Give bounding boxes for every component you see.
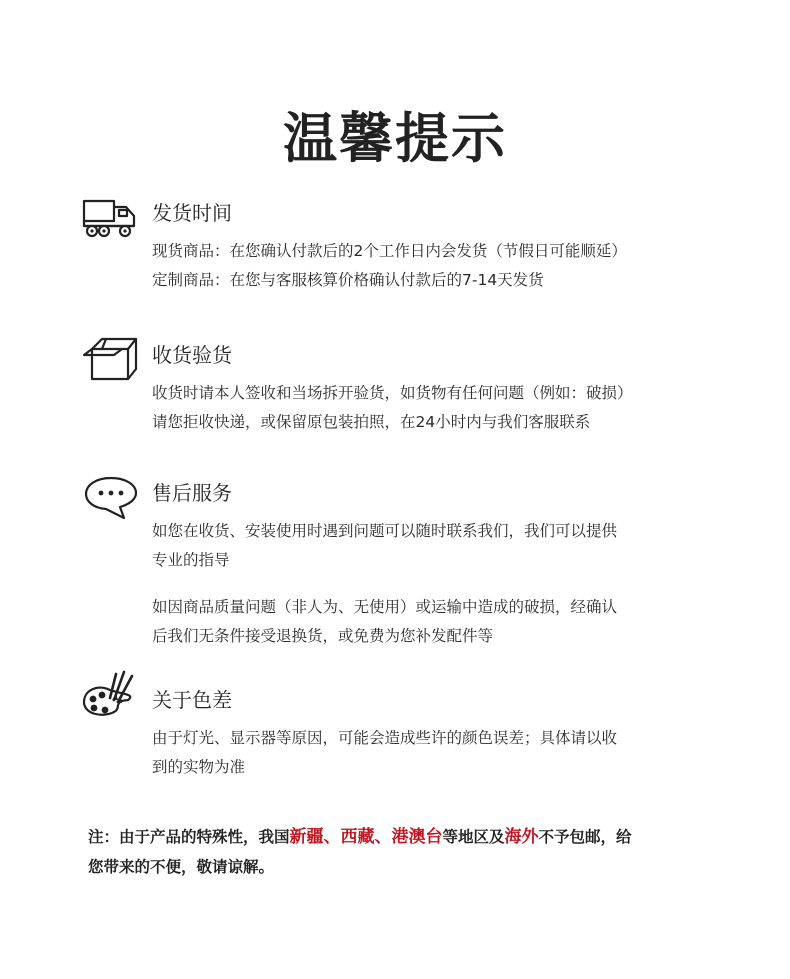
note-text: 等地区及 xyxy=(442,828,505,846)
section-body xyxy=(152,237,720,295)
paragraph: 如因商品质量问题（非人为、无使用）或运输中造成的破损，经确认 xyxy=(152,598,618,616)
section-body xyxy=(152,517,720,651)
truck-icon xyxy=(80,193,142,241)
paragraph: 请您拒收快递，或保留原包装拍照，在24小时内与我们客服联系 xyxy=(152,413,591,431)
shipping-note xyxy=(88,822,708,882)
section-title: 发货时间 xyxy=(152,201,232,225)
paragraph: 到的实物为准 xyxy=(152,758,246,776)
paragraph: 后我们无条件接受退换货，或免费为您补发配件等 xyxy=(152,627,494,645)
box-icon xyxy=(80,335,142,383)
section-title: 售后服务 xyxy=(152,481,232,505)
note-text: 不予包邮，给 xyxy=(538,828,632,846)
section-shipping xyxy=(80,193,720,295)
paragraph: 定制商品：在您与客服核算价格确认付款后的7-14天发货 xyxy=(152,271,544,289)
chat-bubble-icon xyxy=(80,473,142,521)
section-body xyxy=(152,724,720,782)
section-after-sales xyxy=(80,473,720,651)
note-highlight-regions: 新疆、西藏、港澳台 xyxy=(289,827,443,847)
palette-icon xyxy=(80,666,142,722)
section-receiving xyxy=(80,335,720,437)
section-color-difference xyxy=(80,680,720,782)
paragraph: 专业的指导 xyxy=(152,551,230,569)
section-body xyxy=(152,379,720,437)
note-highlight-overseas: 海外 xyxy=(504,827,539,847)
note-text: 您带来的不便，敬请谅解。 xyxy=(88,858,275,876)
section-title: 收货验货 xyxy=(152,343,232,367)
paragraph: 现货商品：在您确认付款后的2个工作日内会发货（节假日可能顺延） xyxy=(152,242,627,260)
note-text: 注：由于产品的特殊性，我国 xyxy=(88,828,290,846)
page-title: 温馨提示 xyxy=(283,107,507,170)
paragraph: 由于灯光、显示器等原因，可能会造成些许的颜色误差；具体请以收 xyxy=(152,729,618,747)
paragraph: 如您在收货、安装使用时遇到问题可以随时联系我们，我们可以提供 xyxy=(152,522,618,540)
paragraph: 收货时请本人签收和当场拆开验货，如货物有任何问题（例如：破损） xyxy=(152,384,633,402)
section-title: 关于色差 xyxy=(152,688,232,712)
